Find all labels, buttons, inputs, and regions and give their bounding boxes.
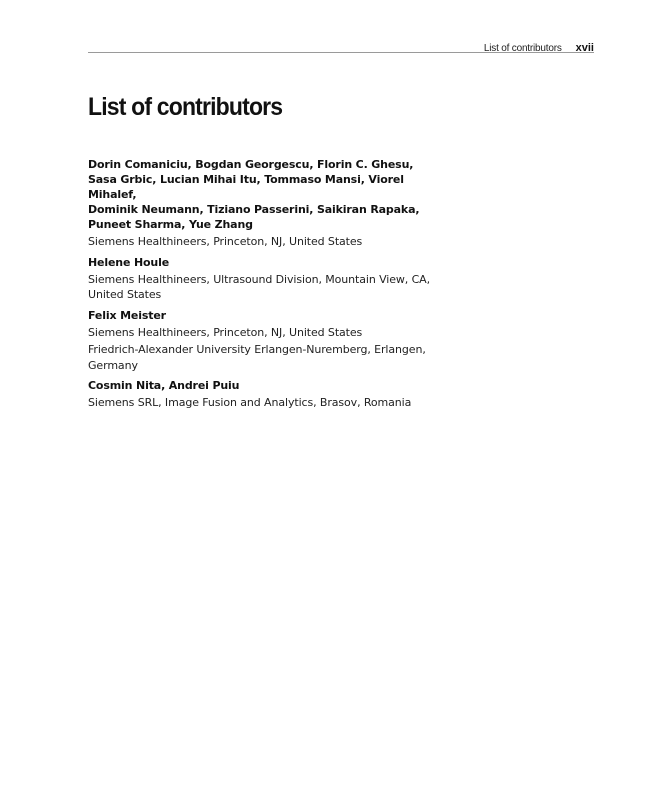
contributor-entry [88,157,448,250]
contributor-affiliation: Friedrich-Alexander University Erlangen-Nuremberg, Erlangen, Germany [88,343,426,372]
contributor-names-line: Sasa Grbic, Lucian Mihai Itu, Tommaso Mansi, Viorel Mihalef, [88,173,404,201]
contributor-names-line: Dominik Neumann, Tiziano Passerini, Saikiran Rapaka, [88,203,420,216]
contributor-entry [88,255,448,303]
contributor-names [88,255,448,270]
contributor-names-line: Puneet Sharma, Yue Zhang [88,218,253,231]
page-title: List of contributors [88,93,283,121]
contributor-names [88,378,448,393]
contributor-affiliation: Siemens Healthineers, Princeton, NJ, United States [88,235,363,248]
contributor-names [88,308,448,323]
contributor-names-line: Dorin Comaniciu, Bogdan Georgescu, Florin C. Ghesu, [88,158,414,171]
contributor-names-line: Helene Houle [88,255,170,269]
page-number: xvii [575,42,594,54]
running-header [88,38,594,53]
contributor-names-line: Cosmin Nita, Andrei Puiu [88,379,240,392]
contributor-entry [88,308,448,374]
contributor-affiliation: Siemens Healthineers, Ultrasound Division, Mountain View, CA, United States [88,272,431,301]
contributor-names-line: Felix Meister [88,308,166,322]
contributor-entry [88,378,448,411]
running-title: List of contributors [483,43,562,54]
contributor-affiliation: Siemens SRL, Image Fusion and Analytics, Brasov, Romania [88,396,412,409]
contributor-affiliation: Siemens Healthineers, Princeton, NJ, United States [88,325,363,339]
contributor-names [88,157,448,232]
contributor-list [88,157,448,416]
